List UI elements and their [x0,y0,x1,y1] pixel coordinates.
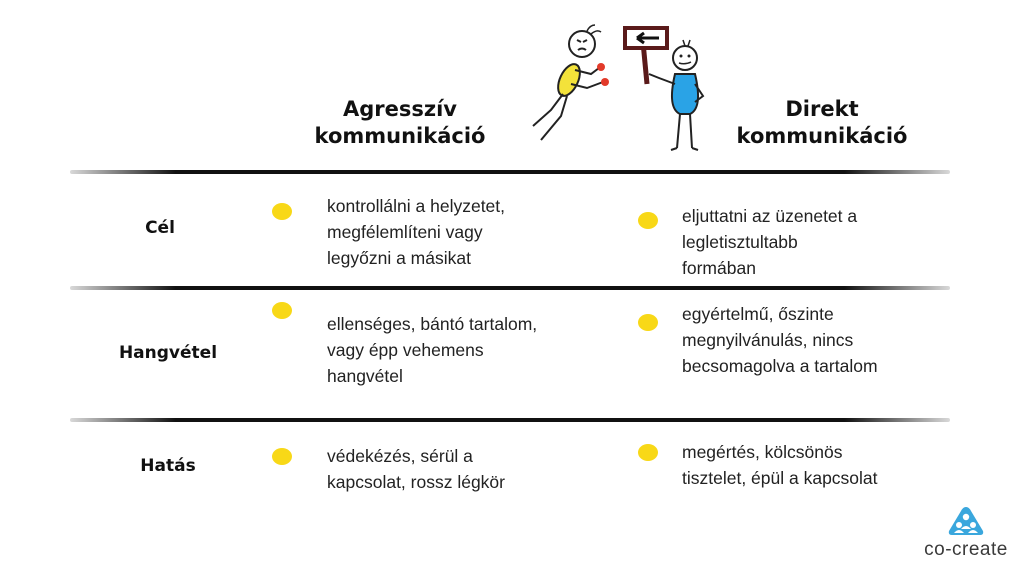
bullet-dot [638,314,658,331]
cell-aggressive-cel [327,193,597,271]
cell-aggressive-hatas [327,443,597,495]
text-line: megértés, kölcsönös [682,442,843,462]
header-direct-line2: kommunikáció [736,124,908,148]
divider [70,286,950,290]
text-line: egyértelmű, őszinte [682,304,834,324]
cell-direct-hangvetel [682,301,962,379]
bullet-dot [638,444,658,461]
bullet-dot [638,212,658,229]
header-aggressive [300,96,500,150]
row-label-hangvetel: Hangvétel [118,343,218,363]
aggressive-figure-icon [533,25,609,140]
stick-figures-illustration-icon [525,22,725,157]
text-line: kapcsolat, rossz légkör [327,472,505,492]
header-direct-line1: Direkt [785,97,859,121]
logo-text: co-create [924,539,1008,560]
divider [70,170,950,174]
text-line: eljuttatni az üzenetet a [682,206,858,226]
text-line: tisztelet, épül a kapcsolat [682,468,878,488]
direct-figure-icon [649,40,703,150]
cell-direct-hatas [682,439,962,491]
row-label-hatas: Hatás [140,456,196,476]
text-line: vagy épp vehemens [327,340,484,360]
text-line: legletisztultabb [682,232,798,252]
header-direct [722,96,922,150]
text-line: kontrollálni a helyzetet, [327,196,506,216]
co-create-logo [918,505,1014,561]
divider [70,418,950,422]
bullet-dot [272,448,292,465]
text-line: formában [682,258,756,278]
header-aggressive-line1: Agresszív [343,97,457,121]
text-line: védekézés, sérül a [327,446,473,466]
text-line: hangvétel [327,366,403,386]
bullet-dot [272,302,292,319]
text-line: megnyilvánulás, nincs [682,330,854,350]
cell-direct-cel [682,203,962,281]
text-line: ellenséges, bántó tartalom, [327,314,538,334]
row-label-cel: Cél [145,218,175,238]
text-line: megfélemlíteni vagy [327,222,483,242]
bullet-dot [272,203,292,220]
cell-aggressive-hangvetel [327,311,597,389]
arrow-sign-icon [625,28,667,84]
text-line: legyőzni a másikat [327,248,471,268]
text-line: becsomagolva a tartalom [682,356,878,376]
header-aggressive-line2: kommunikáció [314,124,486,148]
logo-people-icon [946,505,986,537]
